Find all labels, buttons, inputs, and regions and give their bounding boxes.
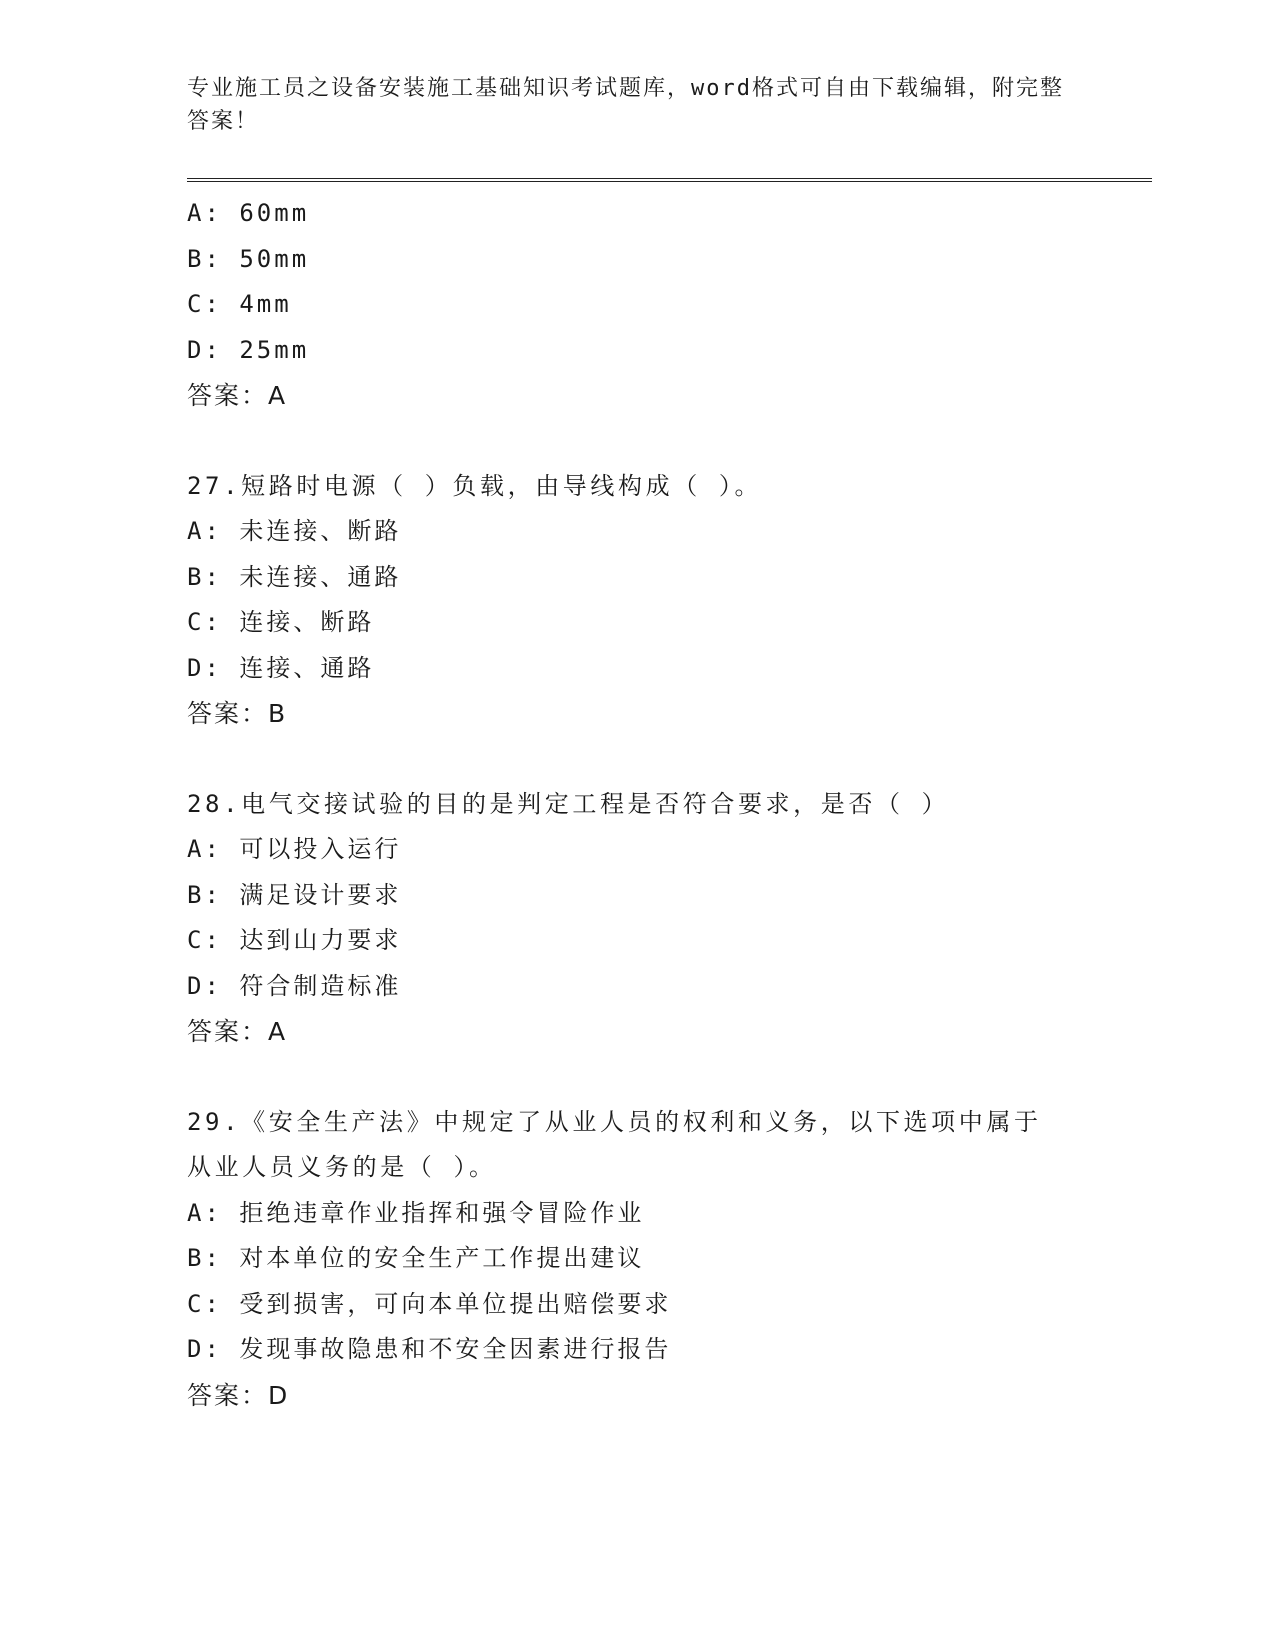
document-header: 专业施工员之设备安装施工基础知识考试题库，word格式可自由下载编辑，附完整答案！ [187, 76, 1064, 134]
answer: 答案：A [187, 381, 288, 410]
option-d: D: 符合制造标准 [187, 971, 402, 1000]
option-c: C: 达到山力要求 [187, 926, 402, 954]
option-d: D: 发现事故隐患和不安全因素进行报告 [187, 1335, 672, 1363]
answer: 答案：D [187, 1380, 290, 1410]
option-c: C: 4mm [187, 290, 292, 318]
header-divider [187, 178, 1152, 182]
option-c: C: 连接、断路 [187, 608, 375, 636]
question-stem: 27.短路时电源（ ）负载，由导线构成（ ）。 [187, 471, 763, 500]
answer: 答案：A [187, 1017, 288, 1046]
answer: 答案：B [187, 699, 288, 728]
option-d: D: 连接、通路 [187, 653, 375, 682]
question-stem: 29.《安全生产法》中规定了从业人员的权利和义务，以下选项中属于从业人员义务的是（ ）。 [187, 1107, 1042, 1181]
question-block [187, 782, 1087, 1055]
spacer [187, 737, 1087, 782]
question-stem: 28.电气交接试验的目的是判定工程是否符合要求，是否（ ） [187, 789, 950, 818]
option-b: B: 对本单位的安全生产工作提出建议 [187, 1244, 645, 1272]
option-c: C: 受到损害，可向本单位提出赔偿要求 [187, 1289, 672, 1318]
option-b: B: 50mm [187, 244, 310, 273]
question-list [187, 191, 1087, 1418]
option-b: B: 未连接、通路 [187, 562, 402, 591]
option-d: D: 25mm [187, 335, 310, 364]
option-a: A: 可以投入运行 [187, 835, 402, 863]
spacer [187, 1055, 1087, 1100]
option-a: A: 60mm [187, 199, 310, 227]
spacer [187, 419, 1087, 464]
option-a: A: 拒绝违章作业指挥和强令冒险作业 [187, 1198, 645, 1227]
option-a: A: 未连接、断路 [187, 517, 402, 545]
question-block [187, 464, 1087, 737]
option-b: B: 满足设计要求 [187, 880, 402, 909]
question-block [187, 1100, 1087, 1419]
question-block [187, 191, 1087, 419]
